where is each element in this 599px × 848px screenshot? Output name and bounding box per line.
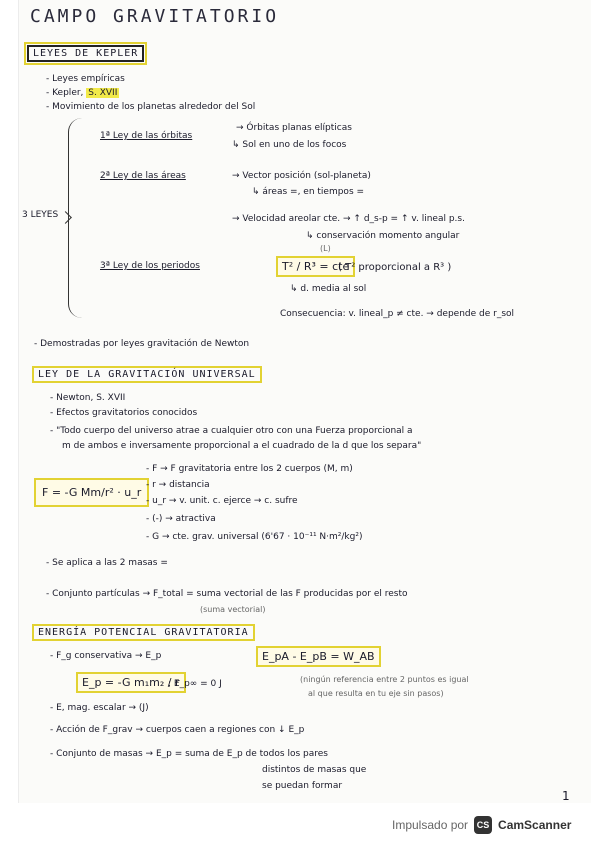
camscanner-footer	[392, 814, 571, 836]
law3-formula: T² / R³ = cte	[276, 256, 355, 277]
law2-line1: → Vector posición (sol-planeta)	[232, 171, 371, 181]
grav-conjunto: - Conjunto partículas → F_total = suma vectorial de las F producidas por el resto	[46, 589, 408, 599]
law1-label: 1ª Ley de las órbitas	[100, 131, 193, 141]
section-header-kepler: LEYES DE KEPLER	[27, 45, 144, 62]
law2-l-note: (L)	[320, 244, 331, 253]
energia-ep-infinity: ; E_p∞ = 0 J	[168, 679, 222, 689]
law3-label: 3ª Ley de los periodos	[100, 261, 200, 271]
energia-side-note-1: (ningún referencia entre 2 puntos es igual	[300, 675, 469, 684]
grav-quote-line2: m de ambos e inversamente proporcional a el cuadrado de la d que los separa"	[62, 441, 422, 451]
energia-line1: - F_g conservativa → E_p	[50, 651, 162, 661]
newton-century: S. XVII	[96, 393, 126, 403]
kepler-bullet-movimiento: - Movimiento de los planetas alrededor del Sol	[46, 102, 256, 112]
law3-line1: ( T² proporcional a R³ )	[338, 262, 452, 273]
grav-def-g: - G → cte. grav. universal (6'67 · 10⁻¹¹ N·m²/kg²)	[146, 532, 363, 542]
brace-label: 3 LEYES	[22, 210, 59, 220]
grav-def-f: - F → F gravitatoria entre los 2 cuerpos (M, m)	[146, 464, 353, 474]
energia-side-note-2: al que resulta en tu eje sin pasos)	[308, 689, 444, 698]
kepler-name: - Kepler,	[46, 88, 84, 98]
page-number: 1	[562, 789, 570, 803]
grav-bullet-efectos: - Efectos gravitatorios conocidos	[50, 408, 198, 418]
energia-conjunto-3: se puedan formar	[262, 781, 343, 791]
newton-name: - Newton,	[50, 393, 94, 403]
grav-formula: F = -G Mm/r² · u_r	[34, 478, 149, 507]
grav-def-r: - r → distancia	[146, 480, 210, 490]
energia-conjunto-2: distintos de masas que	[262, 765, 367, 775]
demostradas: - Demostradas por leyes gravitación de Newton	[34, 339, 250, 349]
grav-aplica: - Se aplica a las 2 masas =	[46, 558, 168, 568]
law2-line4: ↳ conservación momento angular	[306, 231, 460, 241]
grav-def-ur: - u_r → v. unit. c. ejerce → c. sufre	[146, 496, 298, 506]
grav-conjunto-sub: (suma vectorial)	[200, 605, 266, 614]
energia-accion: - Acción de F_grav → cuerpos caen a regiones con ↓ E_p	[50, 725, 305, 735]
law1-line2: ↳ Sol en uno de los focos	[232, 140, 347, 150]
grav-bullet-newton	[50, 392, 125, 404]
law2-line3: → Velocidad areolar cte. → ↑ d_s-p = ↑ v. lineal p.s.	[232, 214, 465, 224]
energia-formula-w: E_pA - E_pB = W_AB	[256, 646, 381, 667]
kepler-bullet-empiricas: - Leyes empíricas	[46, 74, 125, 84]
law3-line2: ↳ d. media al sol	[290, 284, 367, 294]
energia-conjunto: - Conjunto de masas → E_p = suma de E_p de todos los pares	[50, 749, 328, 759]
grav-quote-line1: - "Todo cuerpo del universo atrae a cualquier otro con una Fuerza proporcional a	[50, 426, 413, 436]
camscanner-brand: CamScanner	[498, 818, 572, 832]
kepler-century: S. XVII	[88, 88, 118, 98]
energia-mag: - E, mag. escalar → (J)	[50, 703, 149, 713]
law2-label: 2ª Ley de las áreas	[100, 171, 186, 181]
page-title: CAMPO GRAVITATORIO	[30, 6, 280, 27]
grav-def-sign: - (-) → atractiva	[146, 514, 216, 524]
law2-line2: ↳ áreas =, en tiempos =	[252, 187, 365, 197]
powered-by-text: Impulsado por	[392, 818, 469, 832]
section-header-energia: ENERGÍA POTENCIAL GRAVITATORIA	[32, 624, 255, 641]
law1-line1: → Órbitas planas elípticas	[236, 123, 352, 133]
section-header-gravitacion: LEY DE LA GRAVITACIÓN UNIVERSAL	[32, 366, 262, 383]
energia-formula-ep: E_p = -G m₁m₂ / r	[76, 672, 186, 693]
kepler-bullet-kepler	[46, 87, 119, 99]
consecuencia: Consecuencia: v. lineal_p ≠ cte. → depende de r_sol	[280, 309, 515, 319]
camscanner-logo-icon: CS	[474, 816, 492, 834]
